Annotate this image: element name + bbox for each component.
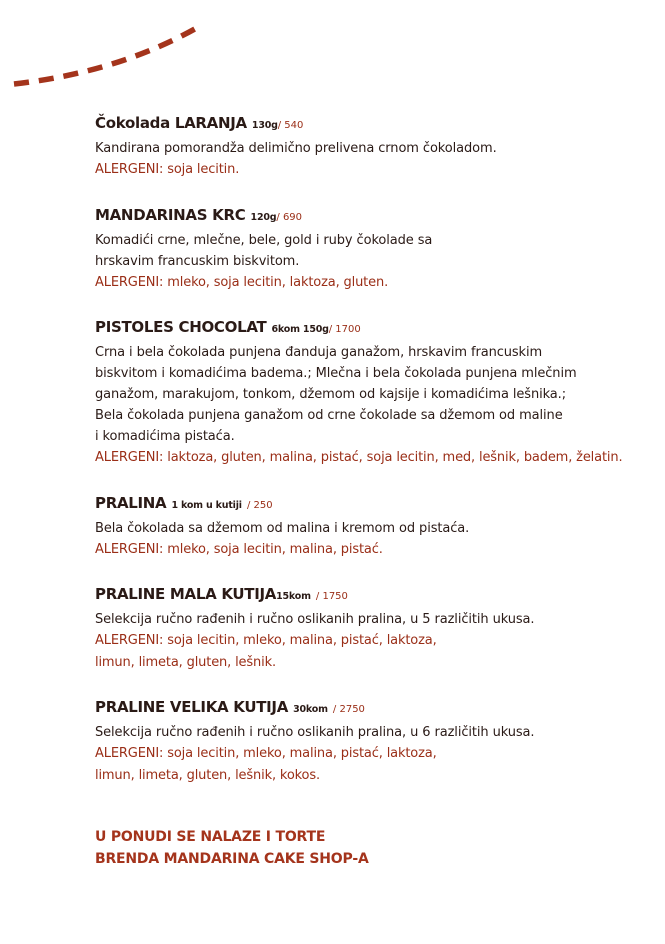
item-description: Bela čokolada punjena ganažom od crne čokolade sa džemom od maline [95, 408, 563, 423]
item-heading [95, 584, 645, 607]
item-heading [95, 205, 645, 228]
item-description: Crna i bela čokolada punjena đanduja ganažom, hrskavim francuskim [95, 345, 543, 360]
item-heading [95, 697, 645, 720]
item-weight: 15kom [276, 591, 311, 602]
footer-line-2: BRENDA MANDARINA CAKE SHOP-A [95, 851, 369, 867]
menu-content [95, 113, 645, 870]
item-price: / 250 [246, 499, 273, 511]
item-allergens: ALERGENI: soja lecitin, mleko, malina, pistać, laktoza, [95, 746, 437, 761]
item-description: hrskavim francuskim biskvitom. [95, 253, 300, 269]
item-weight: 6kom 150g [271, 324, 329, 335]
item-heading [95, 493, 645, 516]
item-name: PRALINE MALA KUTIJA [95, 585, 277, 603]
item-heading [95, 113, 645, 136]
item-weight: 1 kom u kutiji [171, 499, 242, 511]
item-allergens: ALERGENI: soja lecitin. [95, 162, 240, 177]
item-weight: 120g [250, 211, 277, 223]
menu-item [95, 113, 645, 181]
item-allergens: limun, limeta, gluten, lešnik. [95, 654, 276, 670]
item-price: / 2750 [332, 704, 365, 715]
item-description: Komadići crne, mlečne, bele, gold i ruby čokolade sa [95, 232, 433, 248]
item-allergens: ALERGENI: mleko, soja lecitin, malina, pistać. [95, 541, 383, 557]
item-heading [95, 317, 645, 340]
item-description: biskvitom i komadićima badema.; Mlečna i bela čokolada punjena mlečnim [95, 366, 577, 381]
footer-note [95, 826, 645, 870]
item-weight: 30kom [293, 704, 328, 715]
menu-item [95, 493, 645, 561]
menu-item [95, 697, 645, 786]
item-description: Selekcija ručno rađenih i ručno oslikanih pralina, u 5 različitih ukusa. [95, 612, 535, 627]
item-name: MANDARINAS KRC [95, 205, 246, 224]
item-description: ganažom, marakujom, tonkom, džemom od kajsije i komadićima lešnika.; [95, 387, 566, 402]
item-allergens: ALERGENI: laktoza, gluten, malina, pistać, soja lecitin, med, lešnik, badem, želatin. [95, 450, 623, 465]
item-weight: 130g [251, 120, 278, 131]
item-allergens: ALERGENI: soja lecitin, mleko, malina, pistać, laktoza, [95, 633, 437, 648]
item-allergens: limun, limeta, gluten, lešnik, kokos. [95, 767, 320, 783]
item-name: PRALINE VELIKA KUTIJA [95, 698, 289, 716]
item-price: / 540 [277, 120, 304, 131]
item-description: Bela čokolada sa džemom od malina i kremom od pistaća. [95, 520, 470, 536]
item-allergens: ALERGENI: mleko, soja lecitin, laktoza, gluten. [95, 274, 389, 290]
footer-line-1: U PONUDI SE NALAZE I TORTE [95, 829, 326, 845]
menu-item [95, 584, 645, 673]
item-description: Selekcija ručno rađenih i ručno oslikanih pralina, u 6 različitih ukusa. [95, 725, 535, 740]
menu-item [95, 205, 645, 294]
item-description: Kandirana pomorandža delimično prelivena crnom čokoladom. [95, 141, 497, 156]
item-price: / 1700 [328, 324, 361, 335]
item-price: / 690 [276, 211, 303, 223]
item-description: i komadićima pistaća. [95, 429, 235, 444]
item-name: Čokolada LARANJA [95, 114, 247, 132]
item-name: PISTOLES CHOCOLAT [95, 318, 267, 336]
menu-item [95, 317, 645, 469]
item-price: / 1750 [315, 591, 348, 602]
dashed-arc-decoration [0, 0, 230, 100]
item-name: PRALINA [95, 493, 167, 512]
